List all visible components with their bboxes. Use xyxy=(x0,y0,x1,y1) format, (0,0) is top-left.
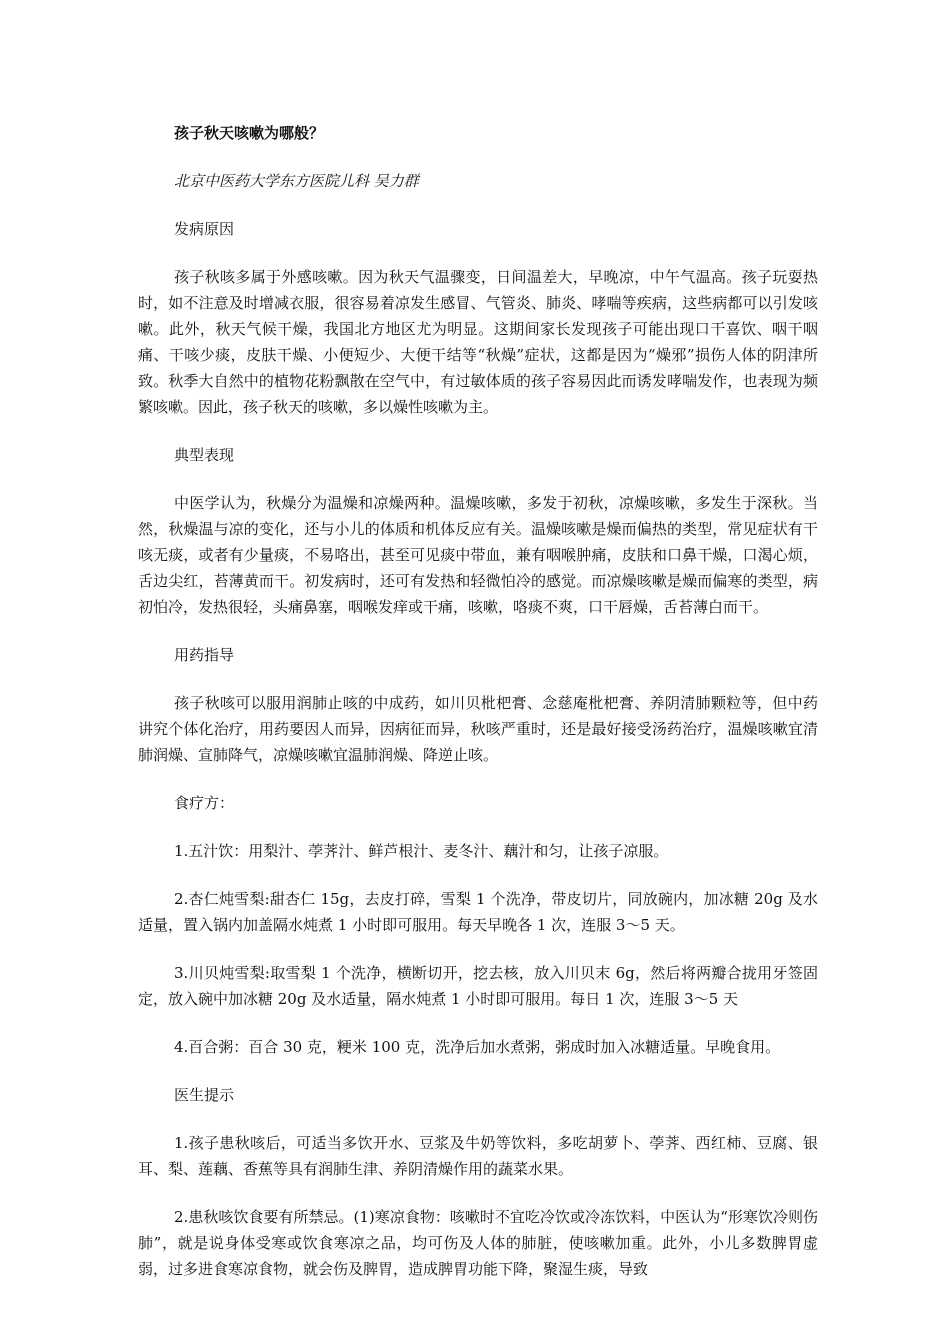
section-heading-medication: 用药指导 xyxy=(174,646,235,664)
diet-item: 2.杏仁炖雪梨:甜杏仁 15g，去皮打碎，雪梨 1 个洗净，带皮切片，同放碗内，加冰糖 20g 及水适量，置入锅内加盖隔水炖煮 1 小时即可服用。每天早晚各 1 次，连服 3～5 天。 xyxy=(138,890,818,934)
section-paragraph-symptoms: 中医学认为，秋燥分为温燥和凉燥两种。温燥咳嗽，多发于初秋，凉燥咳嗽，多发生于深秋。当然，秋燥温与凉的变化，还与小儿的体质和机体反应有关。温燥咳嗽是燥而偏热的类型，常见症状有干咳无痰，或者有少量痰，不易咯出，甚至可见痰中带血，兼有咽喉肿痛，皮肤和口鼻干燥，口渴心烦，舌边尖红，苔薄黄而干。初发病时，还可有发热和轻微怕冷的感觉。而凉燥咳嗽是燥而偏寒的类型，病初怕冷，发热很轻，头痛鼻塞，咽喉发痒或干痛，咳嗽，咯痰不爽，口干唇燥，舌苔薄白而干。 xyxy=(138,494,818,616)
section-heading-cause: 发病原因 xyxy=(174,220,235,238)
article-title: 孩子秋天咳嗽为哪般？ xyxy=(174,124,325,142)
tip-item: 2.患秋咳饮食要有所禁忌。(1)寒凉食物：咳嗽时不宜吃冷饮或冷冻饮料，中医认为“形寒饮冷则伤肺”，就是说身体受寒或饮食寒凉之品，均可伤及人体的肺脏，使咳嗽加重。此外，小儿多数脾胃虚弱，过多进食寒凉食物，就会伤及脾胃，造成脾胃功能下降，聚湿生痰，导致 xyxy=(138,1208,818,1278)
section-heading-symptoms: 典型表现 xyxy=(174,446,235,464)
article-author: 北京中医药大学东方医院儿科 吴力群 xyxy=(174,172,419,190)
diet-item: 1.五汁饮：用梨汁、荸荠汁、鲜芦根汁、麦冬汁、藕汁和匀，让孩子凉服。 xyxy=(174,842,669,860)
document-body xyxy=(138,120,818,1304)
tip-item: 1.孩子患秋咳后，可适当多饮开水、豆浆及牛奶等饮料，多吃胡萝卜、荸荠、西红柿、豆腐、银耳、梨、莲藕、香蕉等具有润肺生津、养阴清燥作用的蔬菜水果。 xyxy=(138,1134,818,1178)
section-paragraph-medication: 孩子秋咳可以服用润肺止咳的中成药，如川贝枇杷膏、念慈庵枇杷膏、养阴清肺颗粒等，但中药讲究个体化治疗，用药要因人而异，因病征而异，秋咳严重时，还是最好接受汤药治疗，温燥咳嗽宜清肺润燥、宣肺降气，凉燥咳嗽宜温肺润燥、降逆止咳。 xyxy=(138,694,818,764)
diet-item: 4.百合粥：百合 30 克，粳米 100 克，洗净后加水煮粥，粥成时加入冰糖适量。早晚食用。 xyxy=(174,1038,781,1056)
section-paragraph-cause: 孩子秋咳多属于外感咳嗽。因为秋天气温骤变，日间温差大，早晚凉，中午气温高。孩子玩耍热时，如不注意及时增减衣服，很容易着凉发生感冒、气管炎、肺炎、哮喘等疾病，这些病都可以引发咳嗽。此外，秋天气候干燥，我国北方地区尤为明显。这期间家长发现孩子可能出现口干喜饮、咽干咽痛、干咳少痰，皮肤干燥、小便短少、大便干结等“秋燥”症状，这都是因为“燥邪”损伤人体的阴津所致。秋季大自然中的植物花粉飘散在空气中，有过敏体质的孩子容易因此而诱发哮喘发作，也表现为频繁咳嗽。因此，孩子秋天的咳嗽，多以燥性咳嗽为主。 xyxy=(138,268,818,416)
section-heading-tips: 医生提示 xyxy=(174,1086,235,1104)
diet-item: 3.川贝炖雪梨:取雪梨 1 个洗净，横断切开，挖去核，放入川贝末 6g，然后将两瓣合拢用牙签固定，放入碗中加冰糖 20g 及水适量，隔水炖煮 1 小时即可服用。每日 1 次，连服 3～5 天 xyxy=(138,964,818,1008)
section-heading-diet: 食疗方： xyxy=(174,794,235,812)
